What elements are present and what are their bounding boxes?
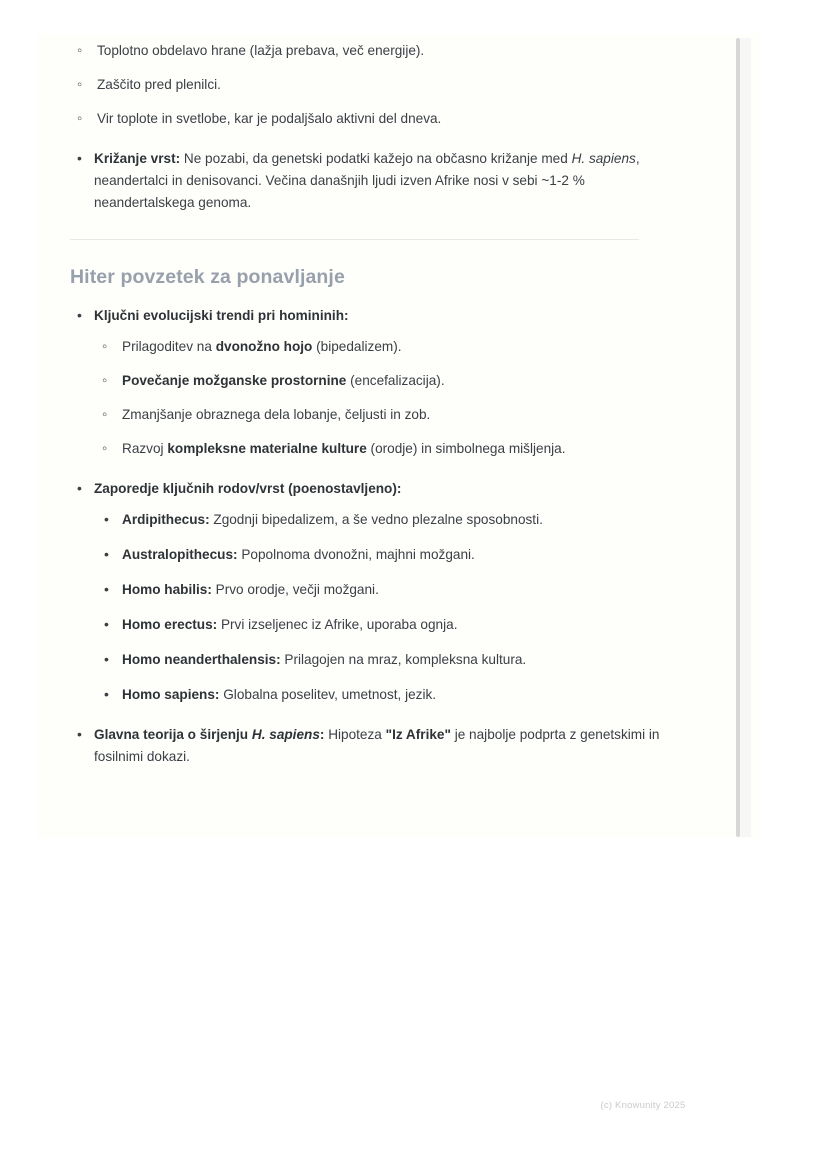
crossbreeding-label: Križanje vrst:: [94, 151, 181, 167]
main-theory-label-1: Glavna teorija o širjenju: [94, 727, 252, 743]
list-item: [94, 336, 669, 358]
key-trends-sublist: [94, 336, 669, 460]
main-theory-label-2: :: [319, 727, 325, 743]
list-item: [69, 40, 669, 62]
species-4-desc: Prilagojen na mraz, kompleksna kultura.: [280, 652, 527, 668]
footer-credit-text: (c) Knowunity 2025: [600, 1100, 686, 1111]
summary-section-heading: Hiter povzetek za ponavljanje: [70, 266, 345, 289]
main-theory-text-2: je najbolje podprta z genetskimi in fosilnimi dokazi.: [94, 727, 660, 765]
species-5-name: Homo sapiens:: [122, 687, 220, 703]
species-sequence-sublist: [94, 509, 669, 706]
spacer: [69, 130, 669, 148]
species-3-name: Homo erectus:: [122, 617, 218, 633]
benefit-predator-protection: Zaščito pred plenilci.: [97, 77, 221, 93]
list-item: [94, 684, 669, 706]
section-divider: [70, 239, 639, 240]
list-item: [94, 544, 669, 566]
footer-credit: [0, 1100, 828, 1111]
crossbreeding-text-1: Ne pozabi, da genetski podatki kažejo na občasno križanje med: [180, 151, 572, 167]
list-item-key-trends: [69, 305, 669, 460]
benefit-heat-cooking: Toplotno obdelavo hrane (lažja prebava, več energije).: [97, 43, 425, 58]
list-item: [94, 509, 669, 531]
trend-3-prefix: Razvoj: [122, 441, 168, 457]
list-item: [94, 404, 669, 426]
list-item-main-theory: [69, 724, 669, 768]
trend-1-suffix: (encefalizacija).: [346, 373, 445, 389]
document-scroll-panel[interactable]: [37, 34, 759, 838]
list-item: [69, 74, 669, 96]
trend-1-bold: Povečanje možganske prostornine: [122, 373, 347, 389]
species-0-desc: Zgodnji bipedalizem, a še vedno plezalne sposobnosti.: [209, 512, 543, 528]
species-5-desc: Globalna poselitev, umetnost, jezik.: [219, 687, 437, 703]
species-3-desc: Prvi izseljenec iz Afrike, uporaba ognja.: [217, 617, 458, 633]
trend-2-prefix: Zmanjšanje obraznega dela lobanje, čeljusti in zob.: [122, 407, 431, 423]
species-4-name: Homo neanderthalensis:: [122, 652, 281, 668]
list-item: [94, 438, 669, 460]
trend-0-suffix: (bipedalizem).: [312, 339, 402, 355]
main-theory-quote: "Iz Afrike": [385, 727, 451, 743]
species-1-name: Australopithecus:: [122, 547, 238, 563]
list-item-crossbreeding: [69, 148, 669, 214]
trend-3-suffix: (orodje) in simbolnega mišljenja.: [366, 441, 566, 457]
list-item: [94, 614, 669, 636]
species-2-name: Homo habilis:: [122, 582, 212, 598]
trend-0-prefix: Prilagoditev na: [122, 339, 216, 355]
list-item-sequence: [69, 478, 669, 706]
crossbreeding-species-italic: H. sapiens: [571, 151, 636, 167]
species-2-desc: Prvo orodje, večji možgani.: [211, 582, 379, 598]
summary-list: [69, 305, 669, 768]
crossbreeding-list: [69, 148, 669, 214]
trend-3-bold: kompleksne materialne kulture: [167, 441, 367, 457]
list-item: [69, 108, 669, 130]
crossbreeding-text-2: , neandertalci in denisovanci. Večina današnjih ljudi izven Afrike nosi v sebi ~1-2 % neandertalskega genoma.: [94, 151, 640, 211]
list-item: [94, 579, 669, 601]
species-1-desc: Popolnoma dvonožni, majhni možgani.: [237, 547, 475, 563]
document-content-area: [37, 34, 737, 838]
main-theory-text-1: Hipoteza: [324, 727, 386, 743]
document-body: [69, 34, 669, 768]
list-item: [94, 649, 669, 671]
sequence-label: Zaporedje ključnih rodov/vrst (poenostavljeno):: [94, 481, 402, 497]
species-0-name: Ardipithecus:: [122, 512, 210, 528]
benefit-light-warmth: Vir toplote in svetlobe, kar je podaljšalo aktivni del dneva.: [97, 111, 442, 127]
main-theory-species-italic: H. sapiens: [251, 727, 320, 743]
trend-0-bold: dvonožno hojo: [215, 339, 313, 355]
list-item: [94, 370, 669, 392]
benefits-sublist: [69, 40, 669, 130]
key-trends-label: Ključni evolucijski trendi pri homininih:: [94, 308, 349, 324]
